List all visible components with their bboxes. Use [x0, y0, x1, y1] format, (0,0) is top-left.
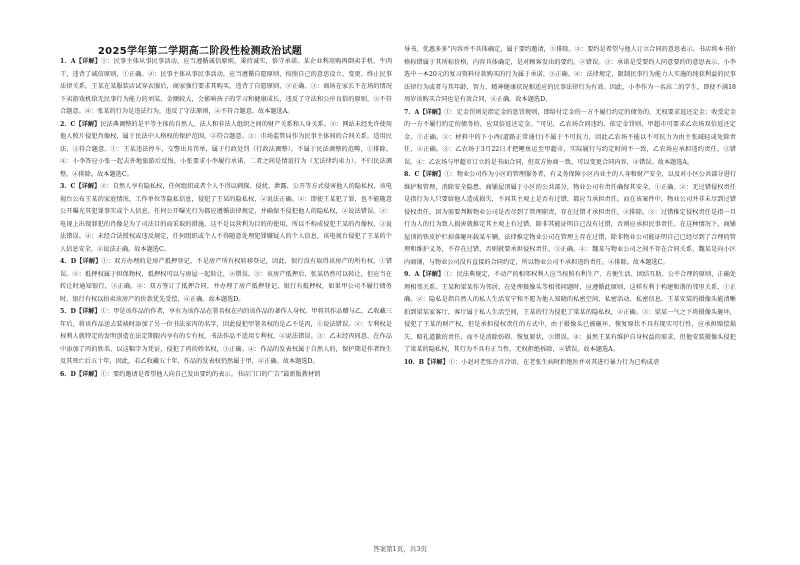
answer-number: 10．B: [404, 358, 425, 366]
right-column: [404, 44, 736, 532]
answer-item: [404, 44, 736, 107]
answer-text: ①：物业公司作为小区的管理服务者，有义务保障小区内业主的人身和财产安全，以及对小区公共部分进行维护和管理，消除安全隐患。商铺屋顶属于小区的公共部分，物业公司有责任确保其安全，①正确。②：无过错侵权责任是指行为人只要给他人造成损失，不问其主观上是否有过错，都应当承担责任。而在该案件中，物业公司并非未尽到过错侵权责任，因为需要判断物业公司是否尽到了管理职责，存在过错才承担责任，②排除。③：过错推定侵权责任是指一旦行为人的行为致人损害就推定其主观上有过错，除非其能证明自己没有过错，否则应承担民事责任。在这种情况下，商铺屋顶的铁皮护栏掉落砸坏载某车辆，法律推定物业公司在管理上存在过错，除非物业公司能证明自己已经尽到了合理的管理和维护义务，不存在过错，否则就要承担侵权责任，③正确。④：魏某与物业公司之间不存在合同关系，魏某是向小区内商铺，与物业公司没有直接的合同约定，所以物业公司不承担违约责任，④排除。故本题选C。: [404, 171, 736, 266]
answer-tag: 【详解】: [424, 358, 449, 366]
answer-item: [404, 269, 736, 357]
answer-tag: 【详解】: [75, 183, 101, 190]
answer-item: [404, 107, 736, 170]
answer-text: ①：小赵对老张冷言冷语，在老张生病时拒绝医并对其进行暴力行为已构成虐: [448, 358, 660, 366]
answer-number: 1．A: [60, 58, 76, 65]
answer-number: 7．A: [404, 108, 420, 116]
answer-number: 6．D: [60, 370, 76, 378]
page-footer: 答案第1页，共3页: [373, 545, 427, 553]
answer-item: [60, 369, 392, 382]
answer-tag: 【详解】: [419, 108, 445, 116]
answer-item: [404, 357, 736, 370]
answer-text: ①：双方办理的是房产抵押登记，不是房产所有权转移登记，因此，银行没有取得该房产的所有权，①错误。②：抵押权属于担保物权，抵押权可以与房屋一起转让，②错误。③：该房产抵押后，张某仍然可以转让，但应当在转让时通知银行，③正确。④：双方签订了抵押合同，并办理了房产抵押登记，银行有抵押权，如果甲公司不履行债务时，银行有权以拍卖该房产的价款优先受偿，④正确。故本题选D。: [60, 258, 392, 303]
answer-number: 9．A: [404, 271, 420, 278]
answer-item: [60, 119, 392, 182]
answer-number: 3．C: [60, 183, 76, 190]
answer-text: 导书，优惠多多”内容并不具体确定，属于要约邀请，①排除。②：要约是希望与他人订立合同的意思表示。书店将本书价格标错属于其所标价格，内容具体确定，是对顾客发出的要约，②错误。③：承诺是受要约人同意要约的意思表示。小李选中一本20元的复习资料付款购买的行为属于承诺，③正确。④：法律规定，限制民事行为能力人实施的纯获利益的民事法律行为或者与其年龄、智力、精神健康状况相适应的民事法律行为有效。因此，小李作为一名高二的学生，即使不满18周岁该购买合同也是有效合同，④正确。故本题选D。: [404, 46, 736, 103]
answer-item: [60, 306, 392, 369]
answer-tag: 【详解】: [419, 171, 445, 178]
answer-text: ①：民法典规定，不动产的相邻权利人应当按照有利生产、方便生活、团结互助、公平合理的原则，正确处理相邻关系。王某和梁某作为邻居，在处理摄像头等相邻问题时，应遵循此原则，这样有利于构建和谐的邻里关系，①正确。②：隐私是指自然人的私人生活安宁和不愿为他人知晓的私密空间、私密活动、私密信息。王某安装的摄像头能清晰拍到梁某家客厅，客厅属于私人生活空间，王某的行为侵犯了梁某的隐私权，②正确。③：梁某一气之下将摄像头砸坏，侵犯了王某的财产权，但是承担侵权责任的方式中，由于摄像头已被砸坏，恢复原状不具有现实可行性，应承担赔偿损失、赔礼道歉的责任，而不是消除妨碍、恢复原状，③错误。④：虽然王某有维护自身权益的需求，但他安装摄像头侵犯了梁某的隐私权，其行为不具有正当性，无权拒绝拆除，④错误。故本题选A。: [404, 271, 736, 353]
answer-number: 4．D: [60, 258, 77, 265]
answer-number: 8．C: [404, 171, 420, 178]
answer-number: 5．D: [60, 308, 76, 315]
answer-tag: 【详解】: [419, 271, 445, 278]
answer-item: [404, 169, 736, 269]
left-column: [60, 56, 392, 532]
answer-text: 民法典调整的是平等主体的自然人、法人和非法人组织之间的财产关系和人身关系。②：网站未经允许使用他人照片侵犯肖像权，属于民法中人格权的保护范围，②符合题意。③：市场监管局作为民事主体间的合同关系，适用民法，③符合题意。①：王某违法停车，交警出具罚单，属于行政处罚（行政法调整），不属于民法调整的范畴，①排除。④：小李答应小张一起去外地旅游后反悔，小张要求小李履行承诺，二者之间是情谊行为（无法律约束力），不归民法调整，④排除。故本题选C。: [60, 120, 392, 178]
answer-tag: 【详解】: [75, 370, 101, 378]
answer-tag: 【详解】: [75, 120, 101, 128]
answer-item: [60, 56, 392, 119]
answer-text: ①：甲是该作品的作者，享有为该作品在署名权在内的该作品的著作人身权。甲将其作品赠与乙，乙收藏三年后，将该作品送去装裱时添加了另一位书法家丙的名字，因此侵犯甲署名权的是乙不是丙，①说法错误。②：专利权是权利人就特定的发明创造在法定期限内享有的专有权，书法作品不适用专利权，②说法错误。③：乙未经丙同意，在作品中添加了丙的姓名，以这幅字为凭证，侵犯了丙的姓名权，③正确。④：作品的发表权属于自然人的，保护期是作者终生及其死亡后五十年，因此，若乙收藏五十年，作品的发表权仍然属于甲，④正确。故本题选D。: [60, 308, 392, 365]
answer-text: ②：自然人享有隐私权，任何组织或者个人不得以刺探、侵扰、泄露、公开等方式侵害他人的隐私权，该电视台公布王某的家庭情况、工作单位等隐私信息，侵犯了王某的隐私权，②说法正确。②：即使王某犯了罪，也不能随意公开曝光其犯罪事实或个人信息，任何公开曝光行为都应遵循法律规定，并确保不侵犯他人的隐私权，②说法错误。③：电视上出现罪犯的肖像是为了司法目的而采取的措施，这不是以营利为目的的使用，所以不构成侵犯王某的肖像权，③说法错误。④：未经合法授权或违反规定，任何组织或个人不得随意处理犯罪嫌疑人的个人信息，该电视台侵犯了王某的个人信息安全，④说法正确。故本题选C。: [60, 183, 392, 253]
answer-text: ①：定金罚则是指定金的惩罚规则，即给付定金的一方不履行约定的债务的，无权要求返还定金；收受定金的一方不履行约定的债务的，应双倍返还定金。“可见，乙农场合同违约，依定金罚则，甲超市可要求乙农场双倍返还定金，①正确。②：材料中的下小酉(道路正常通行)不属于不可抗力，因此乙农场不能以不可抗力为由主张减轻或免除责任，②正确。③：乙农场于3月22日才把鲤鱼运至甲超市，实际履行与约定时间不一致，乙农场应承担违约责任，③错误。④：乙农场与甲超市订立的是书面合同，但双方协商一致，可以变更合同内容，④错误。故本题选A。: [404, 108, 736, 166]
answer-number: 2．C: [60, 120, 76, 128]
answer-text: ①：要约邀请是希望他人向自己发出要约的表示。书店门口的广告“最新版教材销: [100, 370, 321, 378]
answer-tag: 【详解】: [75, 58, 102, 65]
answer-text: ①：民事主体从事民事活动，应当遵循诚信原则，秉持诚实，恪守承诺。某企业利用购再倒卖手机、牛肉干，违背了诚信原则，①正确。②：民事主体从事民事活动，应当遵循自愿原则，按照自己的意思设立、变更、终止民事法律关系。王某在某服装店试穿衣服后，商家强行要求其购买，违背了自愿原则，②正确。③：商场在家长不在场的情况下卖游戏机给无民事行为能力的刘某，金额较大，会影响孩子的学习和健康成长，违反了守法和公序良俗的原则，③不符合题意。④：张某的行为是违法行为，违反了守法原则，④不符合题意。故本题选A。: [60, 58, 392, 115]
page-title: 2025学年第二学期高二阶段性检测政治试题: [97, 46, 303, 57]
answer-tag: 【详解】: [76, 258, 102, 265]
answer-item: [60, 181, 392, 256]
answer-item: [60, 256, 392, 306]
answer-tag: 【详解】: [75, 308, 101, 315]
